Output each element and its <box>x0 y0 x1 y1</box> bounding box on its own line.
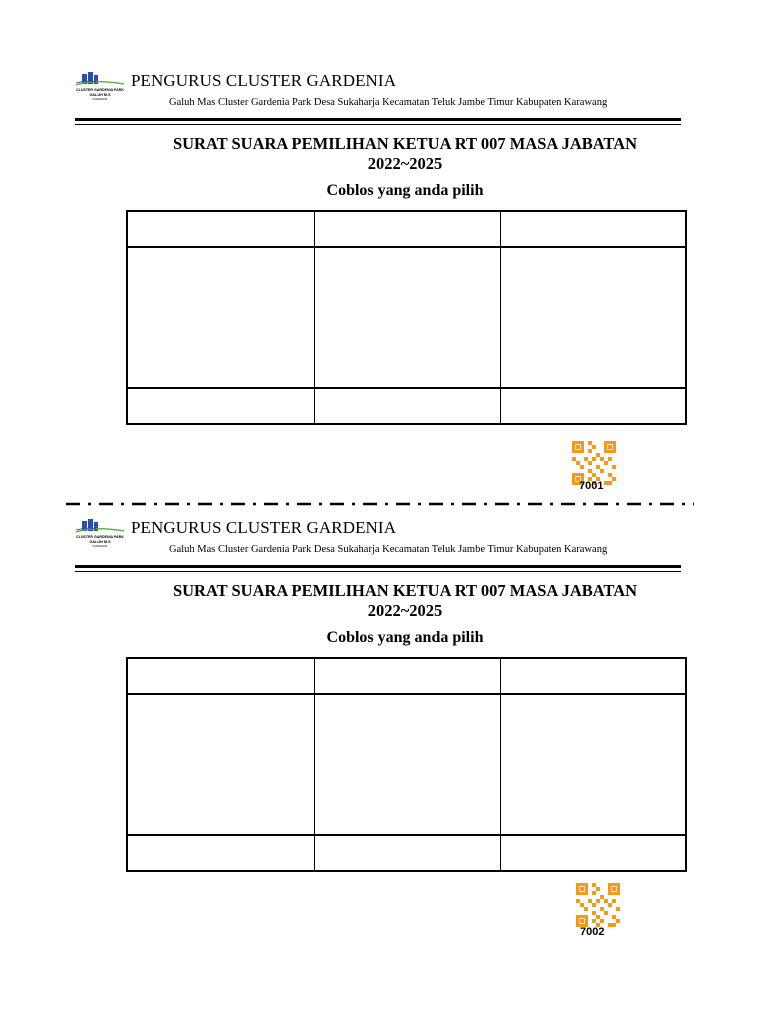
candidate-1-number-cell[interactable] <box>128 659 314 693</box>
serial-number: 7001 <box>579 480 604 492</box>
candidate-grid <box>126 657 687 872</box>
candidate-grid <box>126 210 687 425</box>
cluster-gardenia-logo <box>72 70 128 102</box>
candidate-3-number-cell[interactable] <box>501 659 685 693</box>
candidate-2-photo-cell[interactable] <box>315 248 500 387</box>
logo-city: KARAWANG <box>92 545 108 548</box>
header-rule-thin <box>75 571 681 572</box>
candidate-1-photo-cell[interactable] <box>128 695 314 834</box>
candidate-3-number-cell[interactable] <box>501 212 685 246</box>
logo-city: KARAWANG <box>92 98 108 101</box>
ballot-title-line-2: 2022~2025 <box>367 601 443 620</box>
serial-number: 7002 <box>580 926 605 938</box>
voting-instruction: Coblos yang anda pilih <box>326 629 484 646</box>
logo-subcaption: GALUH M.S <box>89 540 111 544</box>
organization-name: PENGURUS CLUSTER GARDENIA <box>131 518 397 537</box>
logo-buildings-icon <box>76 72 124 85</box>
ballot-1 <box>0 0 768 492</box>
ballot-title <box>110 581 700 621</box>
candidate-2-photo-cell[interactable] <box>315 695 500 834</box>
header-rule-thick <box>75 118 681 121</box>
candidate-1-photo-cell[interactable] <box>128 248 314 387</box>
candidate-3-name-cell[interactable] <box>501 836 685 870</box>
ballot-title-line-2: 2022~2025 <box>367 154 443 173</box>
organization-name: PENGURUS CLUSTER GARDENIA <box>131 71 397 90</box>
candidate-3-photo-cell[interactable] <box>501 695 685 834</box>
qr-code-icon <box>576 883 620 927</box>
candidate-1-number-cell[interactable] <box>128 212 314 246</box>
candidate-2-name-cell[interactable] <box>315 836 500 870</box>
candidate-3-name-cell[interactable] <box>501 389 685 423</box>
voting-instruction: Coblos yang anda pilih <box>326 182 484 199</box>
logo-subcaption: GALUH M.S <box>89 93 111 97</box>
candidate-3-photo-cell[interactable] <box>501 248 685 387</box>
cluster-gardenia-logo <box>72 517 128 549</box>
ballot-2 <box>0 447 768 938</box>
ballot-title-line-1: SURAT SUARA PEMILIHAN KETUA RT 007 MASA JABATAN <box>172 581 638 600</box>
header-rule-thin <box>75 124 681 125</box>
header-rule-thick <box>75 565 681 568</box>
address-line: Galuh Mas Cluster Gardenia Park Desa Sukaharja Kecamatan Teluk Jambe Timur Kabupaten Karawang <box>169 544 608 555</box>
candidate-2-number-cell[interactable] <box>315 659 500 693</box>
logo-caption: CLUSTER GARDENIA PARK <box>76 535 124 539</box>
ballot-title <box>110 134 700 174</box>
ballot-title-line-1: SURAT SUARA PEMILIHAN KETUA RT 007 MASA JABATAN <box>172 134 638 153</box>
candidate-2-name-cell[interactable] <box>315 389 500 423</box>
candidate-2-number-cell[interactable] <box>315 212 500 246</box>
logo-caption: CLUSTER GARDENIA PARK <box>76 88 124 92</box>
address-line: Galuh Mas Cluster Gardenia Park Desa Sukaharja Kecamatan Teluk Jambe Timur Kabupaten Karawang <box>169 97 608 108</box>
candidate-1-name-cell[interactable] <box>128 836 314 870</box>
logo-buildings-icon <box>76 519 124 532</box>
candidate-1-name-cell[interactable] <box>128 389 314 423</box>
